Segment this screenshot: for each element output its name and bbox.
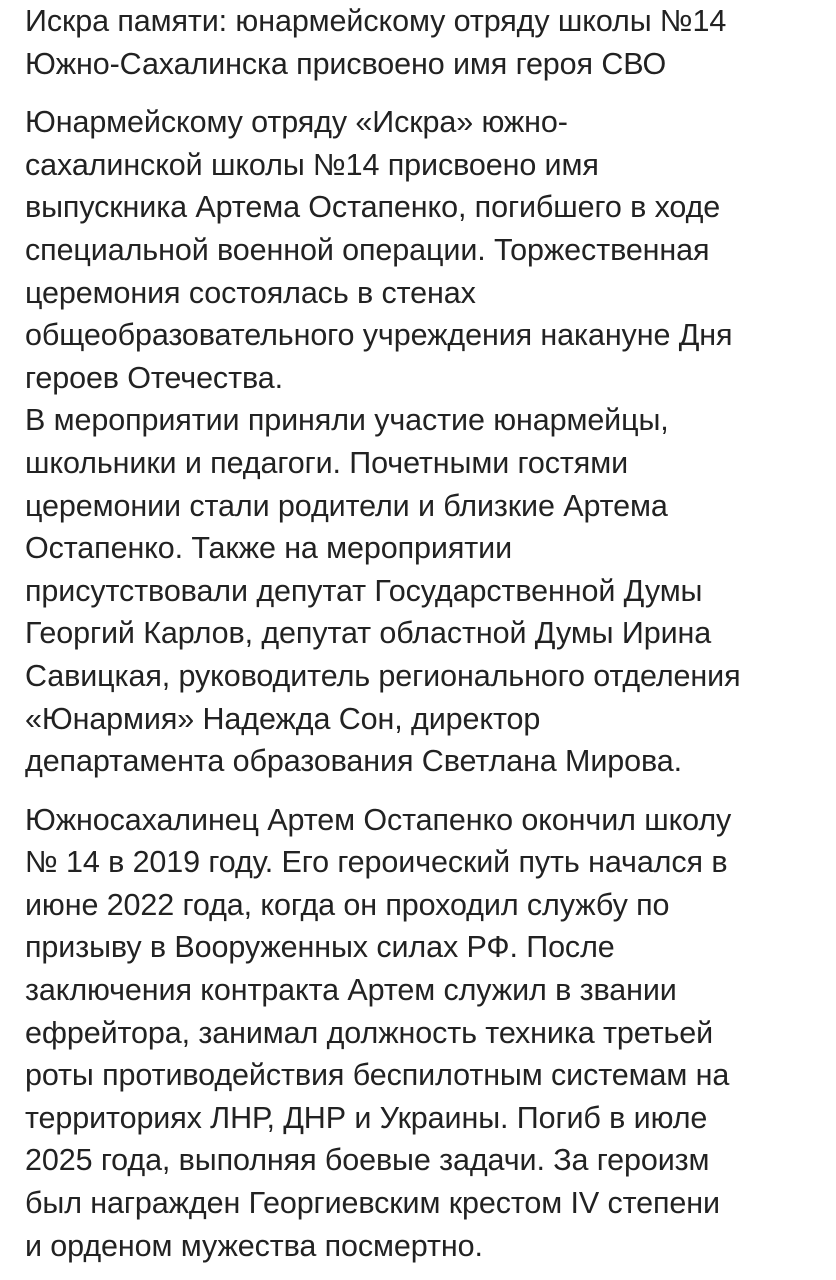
paragraph-line: департамента образования Светлана Мирова. [25,744,683,779]
paragraph-line: церемонии стали родители и близкие Артема [25,488,668,523]
paragraph-line: Южносахалинец Артем Остапенко окончил школу [25,802,732,837]
paragraph-line: общеобразовательного учреждения накануне Дня [25,318,733,353]
article-paragraph-3 [25,799,820,1268]
paragraph-line: был награжден Георгиевским крестом IV степени [25,1186,720,1221]
article-paragraph-1 [25,101,820,399]
paragraph-line: территориях ЛНР, ДНР и Украины. Погиб в июле [25,1100,708,1135]
article-paragraph-2 [25,399,820,782]
paragraph-line: выпускника Артема Остапенко, погибшего в ходе [25,190,721,225]
paragraph-line: специальной военной операции. Торжественная [25,232,710,267]
paragraph-line: «Юнармия» Надежда Сон, директор [25,701,541,736]
paragraph-line: и орденом мужества посмертно. [25,1228,483,1263]
paragraph-line: Остапенко. Также на мероприятии [25,531,513,566]
article-title [25,0,820,85]
paragraph-line: Георгий Карлов, депутат областной Думы Ирина [25,616,712,651]
paragraph-line: 2025 года, выполняя боевые задачи. За героизм [25,1143,710,1178]
paragraph-line: церемония состоялась в стенах [25,275,476,310]
article [25,0,820,1267]
paragraph-line: сахалинской школы №14 присвоено имя [25,147,599,182]
paragraph-line: призыву в Вооруженных силах РФ. После [25,930,615,965]
paragraph-line: героев Отечества. [25,360,283,395]
paragraph-line: присутствовали депутат Государственной Думы [25,573,703,608]
paragraph-line: ефрейтора, занимал должность техника третьей [25,1015,714,1050]
paragraph-line: В мероприятии приняли участие юнармейцы, [25,403,669,438]
paragraph-line: заключения контракта Артем служил в звании [25,973,677,1008]
paragraph-line: июне 2022 года, когда он проходил службу по [25,887,670,922]
paragraph-line: школьники и педагоги. Почетными гостями [25,445,629,480]
title-line: Искра памяти: юнармейскому отряду школы №14 [25,4,727,38]
paragraph-line: № 14 в 2019 году. Его героический путь начался в [25,845,728,880]
paragraph-line: Савицкая, руководитель регионального отделения [25,658,741,693]
paragraph-line: Юнармейскому отряду «Искра» южно- [25,105,568,140]
paragraph-line: роты противодействия беспилотным системам на [25,1058,730,1093]
title-line: Южно-Сахалинска присвоено имя героя СВО [25,46,667,81]
